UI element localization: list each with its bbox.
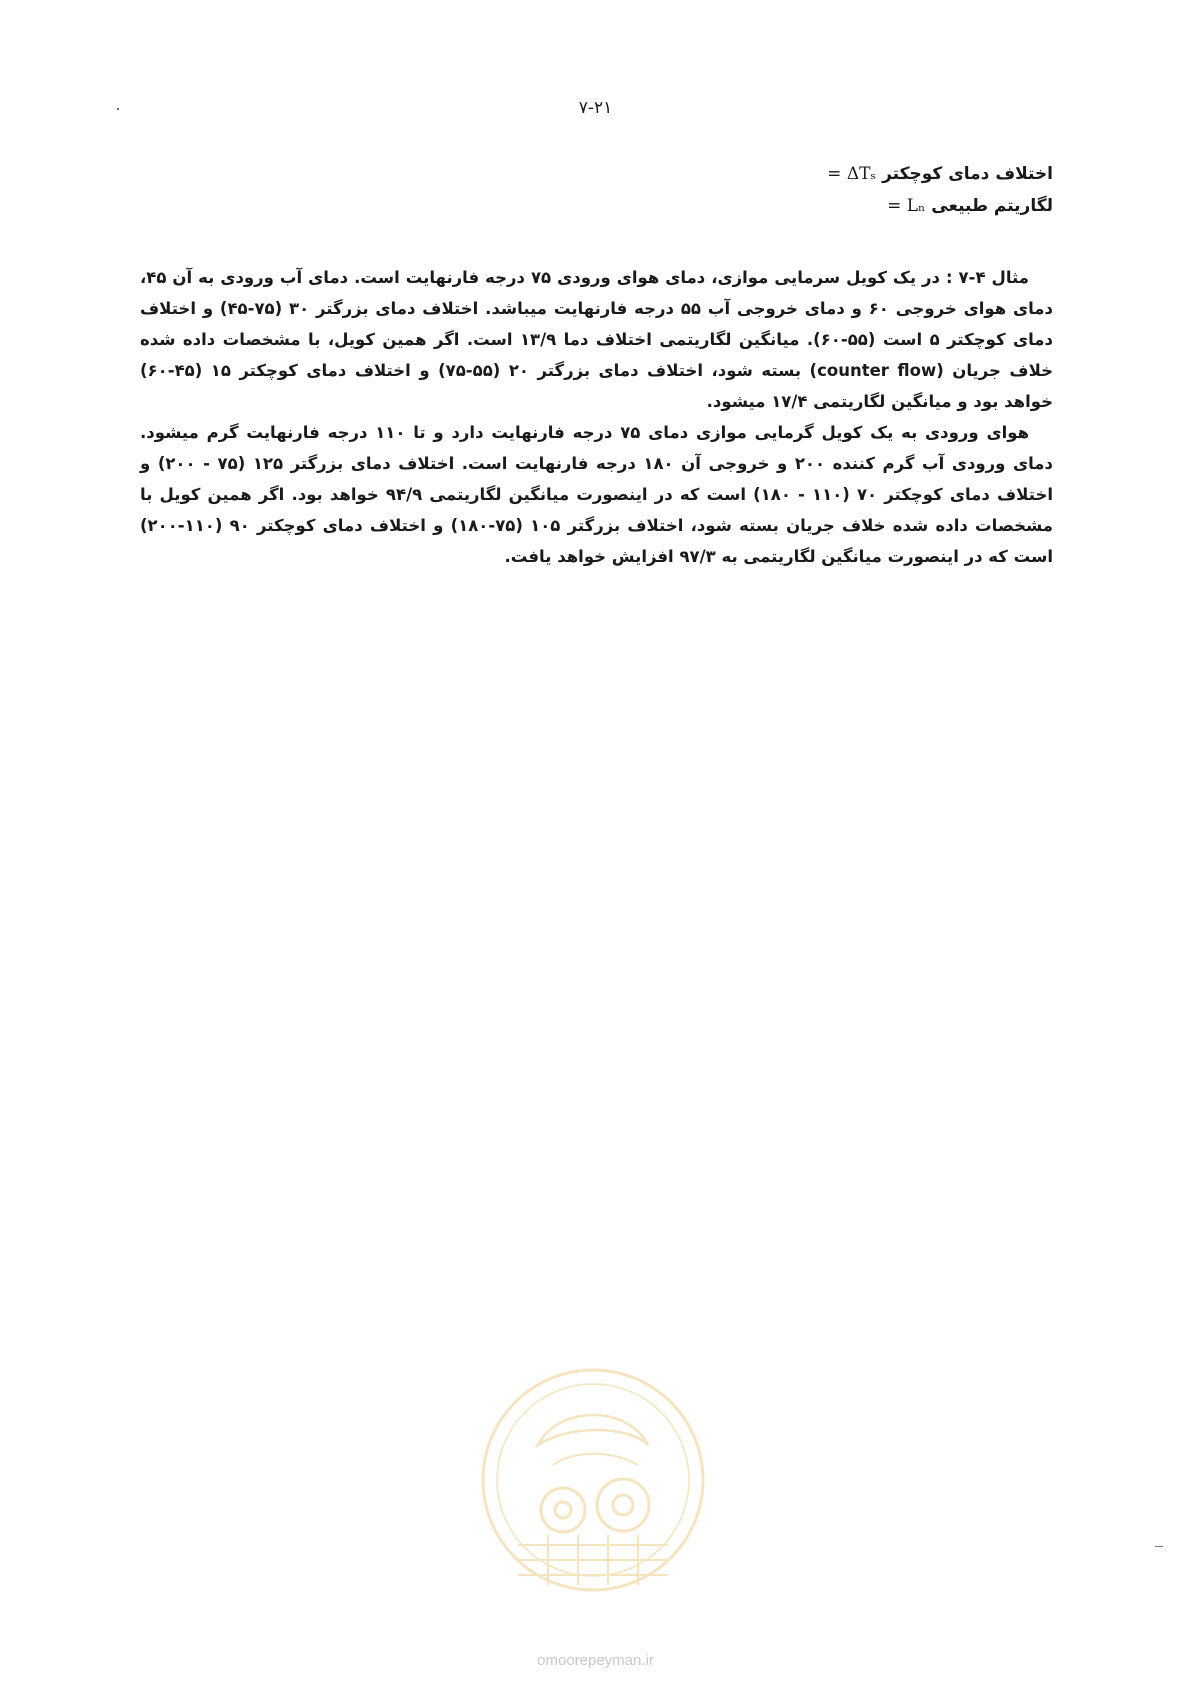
definition-symbol: Lₙ = <box>887 196 926 216</box>
definition-label: لگاریتم طبیعی <box>931 196 1053 216</box>
definition-ln <box>827 190 1053 222</box>
page-number: ۷-۲۱ <box>578 98 613 118</box>
definition-label: اختلاف دمای کوچکتر <box>882 164 1053 184</box>
example-paragraph-cooling: مثال ۴-۷ : در یک کویل سرمایی موازی، دمای هوای ورودی ۷۵ درجه فارنهایت است. دمای آب ورودی به آن ۴۵، دمای هوای خروجی ۶۰ و دمای خروجی آب ۵۵ درجه فارنهایت میباشد. اختلاف دمای بزرگتر ۳۰ (۷۵-۴۵) و اختلاف دمای کوچکتر ۵ است (۵۵-۶۰). میانگین لگاریتمی اختلاف دما ۱۳/۹ است. اگر همین کویل، با مشخصات داده شده خلاف جریان (counter flow) بسته شود، اختلاف دمای بزرگتر ۲۰ (۵۵-۷۵) و اختلاف دمای کوچکتر ۱۵ (۴۵-۶۰) خواهد بود و میانگین لگاریتمی ۱۷/۴ میشود. <box>140 268 1053 411</box>
watermark-url: omoorepeyman.ir <box>537 1652 654 1669</box>
watermark-logo-icon <box>478 1365 708 1595</box>
scan-mark <box>1155 1546 1163 1547</box>
definition-delta-ts <box>827 158 1053 190</box>
example-body <box>140 262 1053 572</box>
example-paragraph-heating: هوای ورودی به یک کویل گرمایی موازی دمای ۷۵ درجه فارنهایت دارد و تا ۱۱۰ درجه فارنهایت گرم میشود. دمای ورودی آب گرم کننده ۲۰۰ و خروجی آن ۱۸۰ درجه فارنهایت است. اختلاف دمای بزرگتر ۱۲۵ (۷۵ - ۲۰۰) و اختلاف دمای کوچکتر ۷۰ (۱۱۰ - ۱۸۰) است که در اینصورت میانگین لگاریتمی ۹۴/۹ خواهد بود. اگر همین کویل با مشخصات داده شده خلاف جریان بسته شود، اختلاف بزرگتر ۱۰۵ (۷۵-۱۸۰) و اختلاف دمای کوچکتر ۹۰ (۱۱۰-۲۰۰) است که در اینصورت میانگین لگاریتمی به ۹۷/۳ افزایش خواهد یافت. <box>140 423 1053 566</box>
definition-symbol: ΔTₛ = <box>827 164 877 184</box>
symbol-definitions <box>827 158 1053 222</box>
